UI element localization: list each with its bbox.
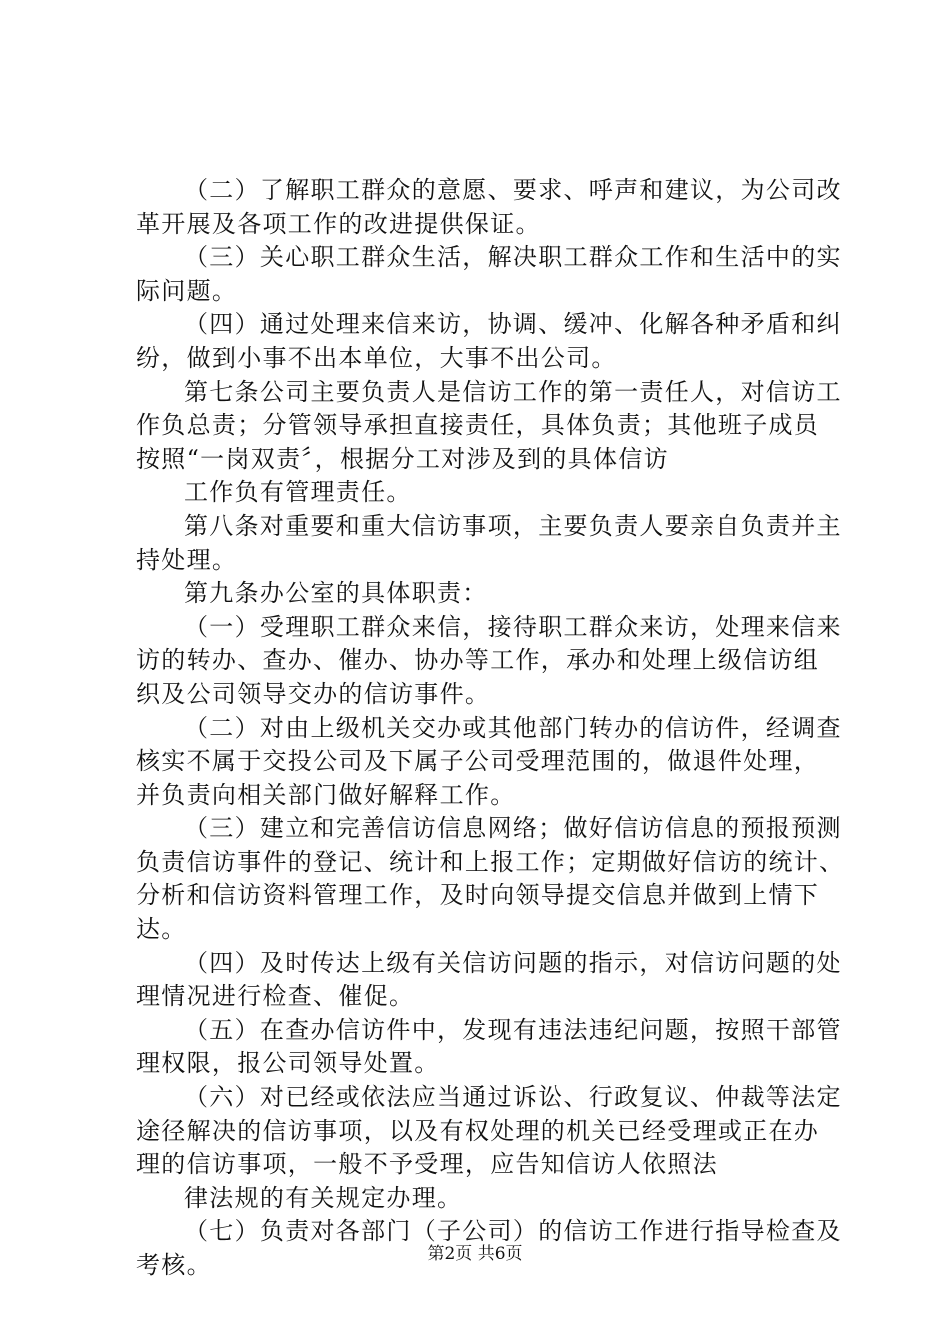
text-line: 工作负有管理责任。 <box>184 478 412 507</box>
text-line: （四）通过处理来信来访，协调、缓冲、化解各种矛盾和纠 <box>184 310 842 339</box>
text-line: （二）了解职工群众的意愿、要求、呼声和建议，为公司改 <box>184 176 842 204</box>
page-number-footer: 第2页 共6页 <box>427 1244 523 1264</box>
document-body <box>136 174 845 1283</box>
text-line: （三）建立和完善信访信息网络；做好信访信息的预报预测 <box>184 814 842 843</box>
text-line: 途径解决的信访事项，以及有权处理的机关已经受理或正在办 <box>136 1116 820 1145</box>
text-line: 第九条办公室的具体职责： <box>184 579 488 608</box>
text-line: 理权限，报公司领导处置。 <box>136 1049 440 1078</box>
text-line: （六）对已经或依法应当通过诉讼、行政复议、仲裁等法定 <box>184 1083 842 1112</box>
text-line: （五）在查办信访件中，发现有违法违纪问题，按照干部管 <box>184 1015 842 1044</box>
text-line: 作负总责；分管领导承担直接责任，具体负责；其他班子成员 <box>136 411 820 440</box>
text-line: 理情况进行检查、催促。 <box>136 982 415 1011</box>
text-line: （七）负责对各部门（子公司）的信访工作进行指导检查及 <box>184 1217 842 1246</box>
text-line: 革开展及各项工作的改进提供保证。 <box>136 209 541 238</box>
text-line: 第七条公司主要负责人是信访工作的第一责任人，对信访工 <box>184 377 842 406</box>
text-line: 负责信访事件的登记、统计和上报工作；定期做好信访的统计、 <box>136 847 845 876</box>
text-line: 核实不属于交投公司及下属子公司受理范围的，做退件处理， <box>136 747 820 776</box>
text-line: 达。 <box>136 915 187 944</box>
text-line: 分析和信访资料管理工作，及时向领导提交信息并做到上情下 <box>136 881 820 910</box>
text-line: 理的信访事项，一般不予受理，应告知信访人依照法 <box>136 1150 718 1179</box>
text-line: 律法规的有关规定办理。 <box>184 1183 463 1212</box>
text-line: 访的转办、查办、催办、协办等工作，承办和处理上级信访组 <box>136 646 820 675</box>
text-line: 第八条对重要和重大信访事项，主要负责人要亲自负责并主 <box>184 511 842 540</box>
text-line: （四）及时传达上级有关信访问题的指示，对信访问题的处 <box>184 948 842 977</box>
text-line: 际问题。 <box>136 276 238 305</box>
text-line: 织及公司领导交办的信访事件。 <box>136 679 491 708</box>
text-line: 并负责向相关部门做好解释工作。 <box>136 780 516 809</box>
text-line: 持处理。 <box>136 545 238 574</box>
text-line: 考核。 <box>136 1251 212 1279</box>
text-line: 按照“一岗双责〞，根据分工对涉及到的具体信访 <box>136 444 669 473</box>
text-line: 纷，做到小事不出本单位，大事不出公司。 <box>136 343 617 372</box>
text-line: （二）对由上级机关交办或其他部门转办的信访件，经调查 <box>184 713 842 742</box>
text-line: （三）关心职工群众生活，解决职工群众工作和生活中的实 <box>184 243 842 272</box>
text-line: （一）受理职工群众来信，接待职工群众来访，处理来信来 <box>184 612 842 641</box>
